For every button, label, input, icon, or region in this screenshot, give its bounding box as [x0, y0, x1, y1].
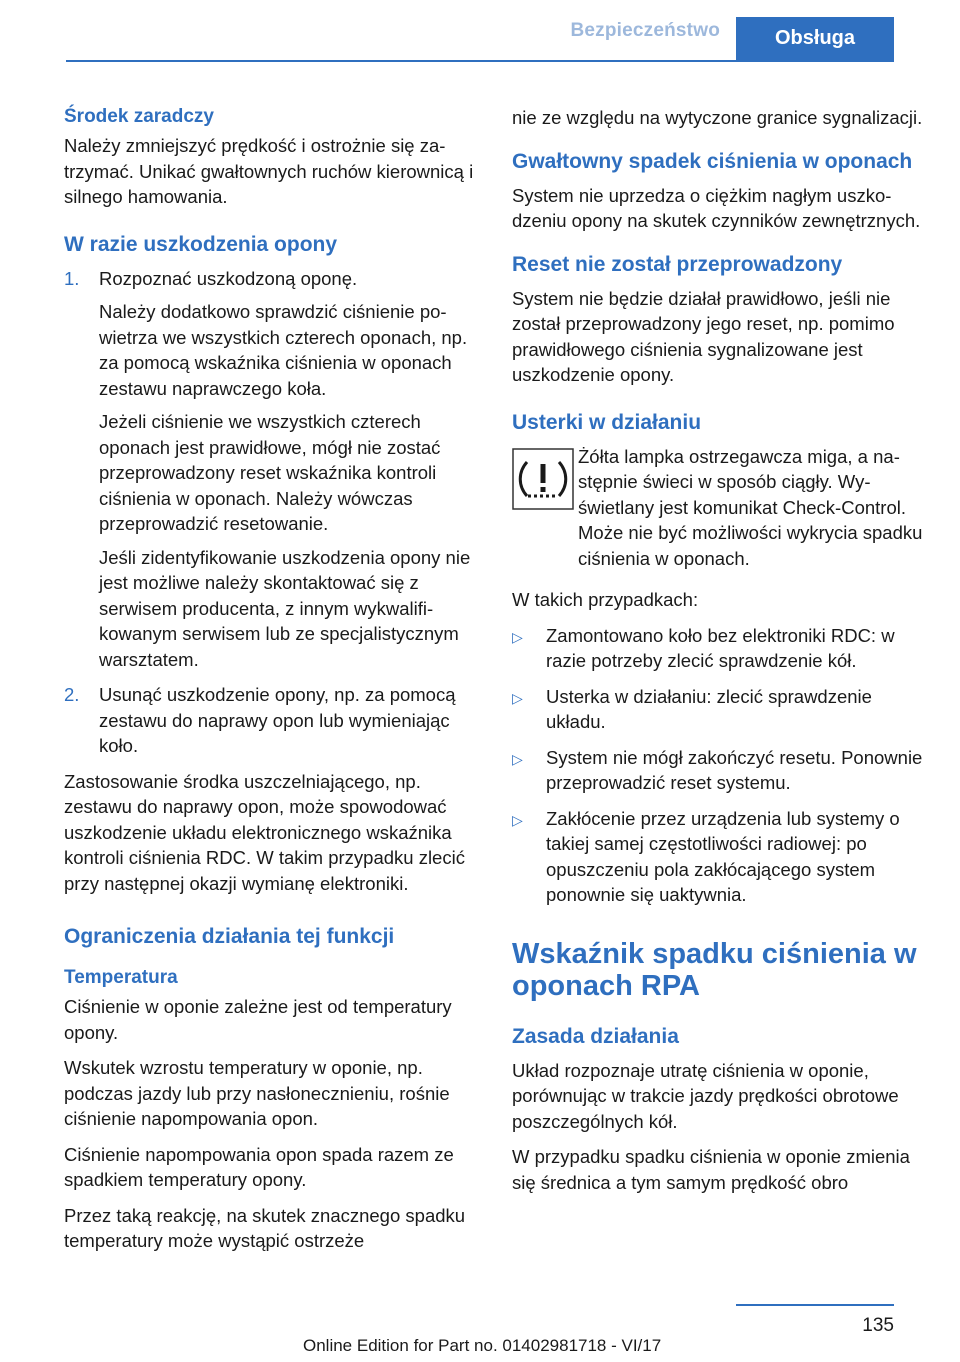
temperature-paragraph: Ciśnienie napompowania opon spada razem ze spadkiem temperatury opony. [64, 1143, 454, 1190]
fault-text: Żółta lampka ostrzegawcza miga, a następnie świeci w sposób ciągły. Wyświetlany jest komunikat Check-Control. Może nie być możliwości wykrycia spadku ciśnienia w oponach. [578, 445, 923, 569]
remedy-text: Należy zmniejszyć prędkość i ostrożnie się zatrzymać. Unikać gwałtownych ruchów kierownicą i silnego hamowania. [64, 135, 474, 207]
numbered-step-2 [64, 682, 486, 767]
header-section-label: Bezpieczeństwo [570, 20, 720, 41]
page-number: 135 [862, 1315, 894, 1336]
bullet-text: Usterka w działaniu: zlecić sprawdzenie układu. [546, 685, 872, 732]
principle-paragraph: W przypadku spadku ciśnienia w oponie zmienia się średnica a tym samym prędkość obro [512, 1146, 910, 1193]
header-tab [736, 17, 894, 60]
damage-heading: W razie uszkodzenia opony [64, 232, 338, 256]
cases-intro: W takich przypadkach: [512, 589, 699, 610]
step1-title: Rozpoznać uszkodzoną oponę. [99, 267, 358, 289]
bullet-item [512, 684, 928, 735]
sudden-drop-text: System nie uprzedza o ciężkim nagłym uszkodzeniu opony na skutek czynników zewnętrznych. [512, 184, 921, 231]
numbered-step-1 [64, 266, 486, 681]
triangle-bullet-icon: ▷ [512, 628, 523, 645]
bullet-text: Zamontowano koło bez elektroniki RDC: w razie potrzeby zlecić sprawdzenie kół. [546, 624, 895, 671]
bullet-text: System nie mógł zakończyć resetu. Ponownie przeprowadzić reset systemu. [546, 746, 923, 793]
principle-paragraph: Układ rozpoznaje utratę ciśnienia w oponie, porównując w trakcie jazdy prędkości obrotowe poszczególnych kół. [512, 1059, 899, 1132]
temperature-paragraph: Przez taką reakcję, na skutek znacznego spadku temperatury może wystąpić ostrzeże [64, 1204, 466, 1251]
triangle-bullet-icon: ▷ [512, 750, 523, 767]
fault-block [512, 444, 928, 582]
sealant-note: Zastosowanie środka uszczelniającego, np. zestawu do naprawy opon, może spowodować uszkodzenie układu elektronicznego wskaźnika kontroli ciśnienia RDC. W takim przypadku zlecić przy następnej okazji wymianę elektroniki. [64, 770, 465, 894]
bullet-text: Zakłócenie przez urządzenia lub systemy o takiej samej częstotliwości radiowej: po opuszczeniu pola zakłócającego system ponownie się uaktywnia. [546, 807, 900, 905]
edition-line: Online Edition for Part no. 01402981718 - VI/17 [303, 1336, 662, 1355]
footer-rule [736, 1304, 894, 1306]
principle-heading: Zasada działania [512, 1024, 679, 1048]
header-tab-label: Obsługa [774, 27, 855, 49]
reset-text: System nie będzie działał prawidłowo, jeśli nie został przeprowadzony jego reset, np. pomimo prawidłowego ciśnienia sygnalizowane jest uszkodzenie opony. [512, 287, 895, 385]
page-header [0, 0, 960, 62]
bullet-item [512, 806, 928, 908]
step-number: 2. [64, 684, 80, 705]
header-rule [66, 60, 894, 62]
step1-paragraph: Jeżeli ciśnienie we wszystkich czterech oponach jest prawidłowe, mógł nie zostać przeprowadzony reset wskaźnika kontroli ciśnienia w oponach. Należy wówczas przeprowadzić resetowanie. [99, 411, 441, 534]
left-column [64, 105, 486, 1264]
step1-paragraph: Należy dodatkowo sprawdzić ciśnienie powietrza we wszystkich czterech oponach, np. za pomocą wskaźnika ciśnienia w oponach zestawu naprawczego koła. [99, 301, 468, 399]
limits-heading: Ograniczenia działania tej funkcji [64, 925, 395, 948]
tire-pressure-warning-icon [512, 448, 574, 510]
bullet-item [512, 623, 928, 674]
right-column [512, 105, 928, 1205]
triangle-bullet-icon: ▷ [512, 811, 523, 828]
fault-heading: Usterki w działaniu [512, 410, 702, 434]
continued-text: nie ze względu na wytyczone granice sygnalizacji. [512, 107, 923, 128]
bullet-item [512, 745, 928, 796]
temperature-paragraph: Ciśnienie w oponie zależne jest od temperatury opony. [64, 996, 452, 1043]
step-number: 1. [64, 267, 80, 289]
temperature-heading: Temperatura [64, 967, 178, 988]
reset-heading: Reset nie został przeprowadzony [512, 252, 843, 276]
rpa-heading: Wskaźnik spadku ciśnienia w oponach RPA [512, 937, 917, 1002]
step1-paragraph: Jeśli zidentyfikowanie uszkodzenia opony nie jest możliwe należy skontaktować się z serwisem producenta, z innym wykwalifikowanym serwisem lub ze specjalistycznym warsztatem. [99, 546, 471, 670]
temperature-paragraph: Wskutek wzrostu temperatury w oponie, np. podczas jazdy lub przy nasłonecznieniu, rośnie ciśnienie napompowania opon. [64, 1057, 450, 1129]
remedy-heading: Środek zaradczy [64, 106, 214, 127]
triangle-bullet-icon: ▷ [512, 689, 523, 706]
sudden-drop-heading: Gwałtowny spadek ciśnienia w oponach [512, 149, 913, 173]
step2-text: Usunąć uszkodzenie opony, np. za pomocą zestawu do naprawy opon lub wymieniając koło. [99, 684, 456, 756]
